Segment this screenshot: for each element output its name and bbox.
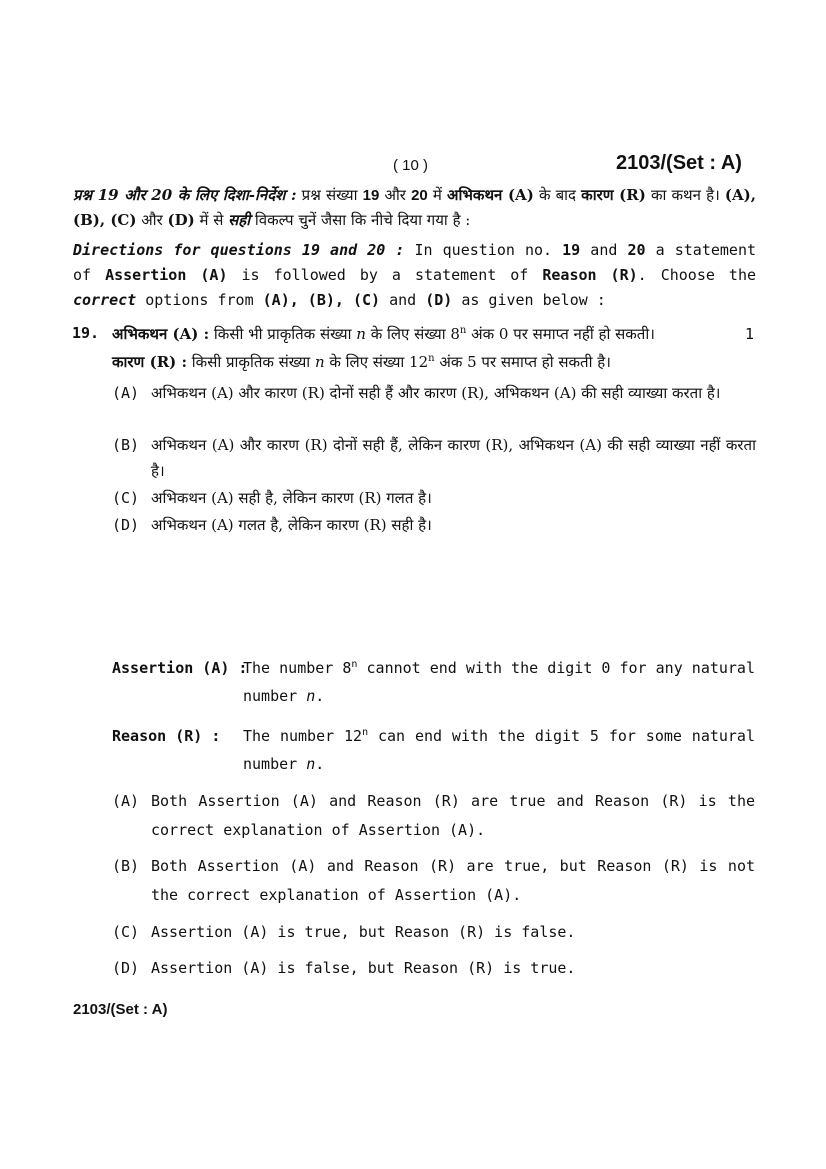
option-hindi-text: अभिकथन (A) गलत है, लेकिन कारण (R) सही है।	[151, 516, 432, 534]
question-marks: 1	[745, 325, 755, 343]
option-hindi-label: (C)	[112, 489, 140, 507]
set-code-header: 2103/(Set : A)	[616, 152, 742, 174]
directions-english-lead: Directions for questions 19 and 20 :	[73, 241, 405, 259]
option-english-label: (B)	[112, 857, 140, 875]
assertion-hindi: अभिकथन (A) : किसी भी प्राकृतिक संख्या n के लिए संख्या 8$^n$ अंक 0 पर समाप्त नहीं हो सकती।	[112, 325, 655, 343]
option-english-text: Both Assertion (A) and Reason (R) are true and Reason (R) is the correct explanation of Assertion (A).	[151, 792, 755, 839]
option-hindi-text: अभिकथन (A) और कारण (R) दोनों सही हैं, लेकिन कारण (R), अभिकथन (A) की सही व्याख्या नहीं करता है।	[151, 436, 756, 480]
option-hindi-label: (D)	[112, 516, 140, 534]
directions-hindi: प्रश्न 19 और 20 के लिए दिशा-निर्देश : प्रश्न संख्या 19 और 20 में अभिकथन (A) के बाद कारण (R) का कथन है। (A), (B), (C) और (D) में से सही विकल्प चुनें जैसा कि नीचे दिया गया है :	[73, 186, 756, 229]
option-hindi-text: अभिकथन (A) और कारण (R) दोनों सही हैं और कारण (R), अभिकथन (A) की सही व्याख्या करता है।	[151, 384, 721, 402]
option-hindi-label: (B)	[112, 436, 140, 454]
directions-hindi-lead: प्रश्न 19 और 20 के लिए दिशा-निर्देश :	[73, 186, 297, 204]
option-hindi-text: अभिकथन (A) सही है, लेकिन कारण (R) गलत है।	[151, 489, 432, 507]
option-english-label: (C)	[112, 923, 140, 941]
set-code-footer: 2103/(Set : A)	[73, 1001, 168, 1018]
reason-english-label: Reason (R) :	[112, 727, 221, 745]
option-english-text: Assertion (A) is false, but Reason (R) is true.	[151, 959, 576, 977]
option-english-text: Assertion (A) is true, but Reason (R) is false.	[151, 923, 576, 941]
assertion-english-text: The number 8$^n$ cannot end with the digit 0 for any natural number n.	[243, 659, 755, 705]
option-english-label: (D)	[112, 959, 140, 977]
assertion-english-label: Assertion (A) :	[112, 659, 248, 677]
option-english-text: Both Assertion (A) and Reason (R) are true, but Reason (R) is not the correct explanation of Assertion (A).	[151, 857, 755, 904]
option-english-label: (A)	[112, 792, 140, 810]
question-number: 19.	[72, 324, 100, 342]
reason-english-text: The number 12$^n$ can end with the digit 5 for some natural number n.	[243, 727, 755, 773]
option-hindi-label: (A)	[112, 384, 140, 402]
page-number: ( 10 )	[393, 157, 429, 174]
reason-hindi: कारण (R) : किसी प्राकृतिक संख्या n के लिए संख्या 12$^n$ अंक 5 पर समाप्त हो सकती है।	[112, 353, 611, 371]
directions-english: Directions for questions 19 and 20 : In question no. 19 and 20 a statement of Assertion (A) is followed by a statement of Reason (R). Choose the correct options from (A), (B), (C) and (D) as given below :	[73, 241, 757, 309]
